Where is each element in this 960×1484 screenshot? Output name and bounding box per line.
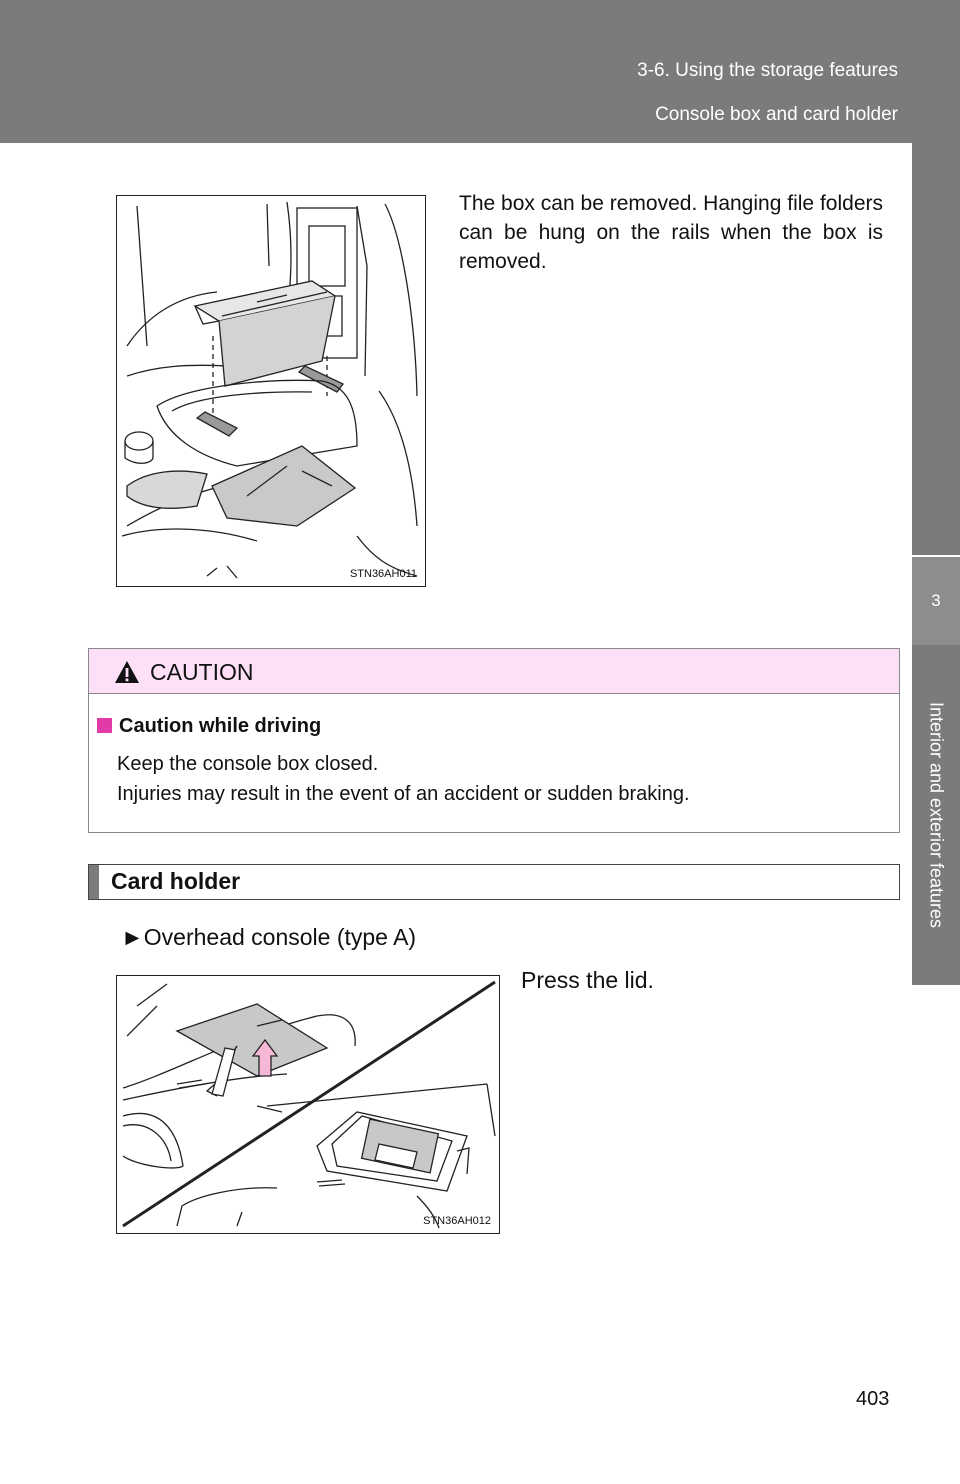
page-number: 403	[856, 1388, 890, 1410]
header-section-title: 3-6. Using the storage features	[637, 60, 898, 81]
figure-code-label: STN36AH011	[349, 568, 417, 580]
figure-code-label: STN36AH012	[423, 1215, 491, 1227]
header-topic-title: Console box and card holder	[655, 104, 898, 125]
chapter-number: 3	[912, 557, 960, 645]
overhead-console-illustration	[116, 975, 500, 1234]
console-box-description: The box can be removed. Hanging file folders can be hung on the rails when the box is removed.	[459, 192, 883, 273]
caution-text-line: Injuries may result in the event of an accident or sudden braking.	[117, 783, 690, 805]
caution-text-line: Keep the console box closed.	[117, 753, 379, 775]
caution-box	[88, 648, 900, 833]
caution-header	[89, 649, 899, 694]
caution-subtitle-text: Caution while driving	[119, 715, 322, 737]
chapter-side-tab	[912, 143, 960, 1484]
caution-title: CAUTION	[150, 659, 254, 685]
warning-triangle-icon	[114, 660, 140, 684]
overhead-console-drawing	[117, 976, 500, 1234]
page-header	[0, 0, 960, 143]
console-box-drawing	[117, 196, 426, 587]
caution-subtitle	[97, 715, 321, 738]
section-heading	[88, 864, 900, 900]
section-heading-bar	[89, 865, 99, 899]
card-holder-instruction: Press the lid.	[521, 967, 654, 993]
section-heading-title: Card holder	[111, 868, 241, 894]
chapter-title: Interior and exterior features	[926, 701, 947, 929]
bullet-square-icon	[97, 718, 112, 733]
variant-label: ►Overhead console (type A)	[121, 924, 417, 950]
console-box-illustration	[116, 195, 426, 587]
side-tab-upper-block	[912, 143, 960, 555]
chapter-label-block	[912, 645, 960, 985]
